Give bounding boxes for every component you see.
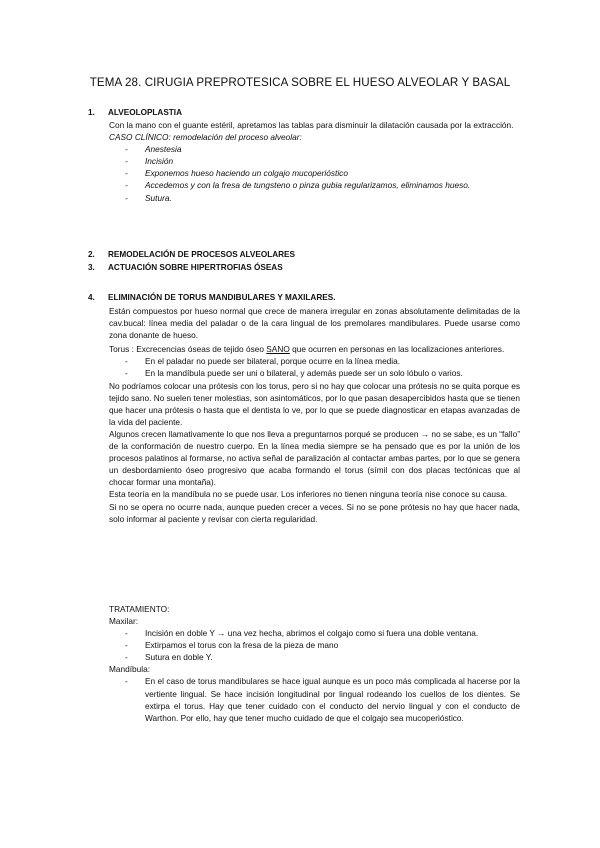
treatment-heading: TRATAMIENTO: (109, 604, 170, 614)
mandibula-label: Mandíbula: (109, 664, 151, 675)
page-title: TEMA 28. CIRUGIA PREPROTESICA SOBRE EL HUESO ALVEOLAR Y BASAL (89, 76, 511, 89)
section-1-heading (88, 107, 520, 119)
paragraph: Esta teoría en la mandíbula no se puede usar. Los inferiores no tienen ninguna teoría nise conoce su causa. (109, 489, 508, 500)
section-4-heading (88, 292, 520, 304)
paragraph: Si no se opera no ocurre nada, aunque pueden crecer a veces. Si no se pone prótesis no hay que hacer nada, solo informar al paciente y revisar con cierta regularidad. (109, 501, 520, 524)
paragraph: Con la mano con el guante estéril, apretamos las tablas para disminuir la dilatación causada por la extracción. (109, 120, 514, 130)
section-number: 2. (88, 250, 95, 259)
section-number: 1. (88, 108, 95, 117)
list-item: - En el caso de torus mandibulares se hace igual aunque es un poco más complicada al hacerse por la vertiente lingual. Se hace incisión longitudinal por lingual rodeando los cuellos de los dientes. Se extirpa el torus. Hay que tener cuidado con el conducto del nervio lingual y con el conducto de Warthon. Por ello, hay que tener mucho cuidado de que el colgajo sea mucoperióstico. (125, 676, 520, 723)
section-4-body (109, 305, 520, 525)
section-title: ELIMINACIÓN DE TORUS MANDIBULARES Y MAXILARES. (108, 293, 336, 302)
section-3-heading (88, 262, 520, 274)
section-number: 3. (88, 263, 95, 272)
section-title: REMODELACIÓN DE PROCESOS ALVEOLARES (108, 250, 295, 259)
list-item: - Incisión (125, 156, 174, 167)
section-title: ALVEOLOPLASTIA (108, 108, 182, 117)
list-item: - Extirpamos el torus con la fresa de la pieza de mano (125, 640, 339, 651)
steps-list (108, 143, 520, 203)
section-1-body (109, 119, 520, 204)
paragraph: Están compuestos por hueso normal que crece de manera irregular en zonas absolutamente delimitadas de la cav.bucal: línea media del paladar o de la cara lingual de los premolares mandibulares. Puede usarse como zona donante de hueso. (109, 306, 520, 341)
underlined-term: SANO (266, 344, 290, 355)
list-item: - Anestesia (125, 144, 182, 155)
torus-list (108, 355, 520, 379)
paragraph: No podríamos colocar una prótesis con los torus, pero si no hay que colocar una prótesis no se quita porque es tejido sano. No suelen tener molestias, son asintomáticos, por lo que pasan desapercibidos hasta que se tienen que hacer una prótesis o hasta que el dentista lo ve, por lo que se puede diagnosticar en etapas avanzadas de la vida del paciente. (109, 380, 520, 427)
treatment-section (109, 603, 520, 615)
mandibula-list (108, 675, 520, 723)
maxilar-label: Maxilar: (109, 616, 139, 626)
list-item: - Exponemos hueso haciendo un colgajo mucoperióstico (125, 168, 348, 179)
section-title: ACTUACIÓN SOBRE HIPERTROFIAS ÓSEAS (108, 263, 283, 272)
case-label: CASO CLÍNICO: remodelación del proceso alveolar: (109, 132, 302, 143)
section-2-heading (88, 249, 520, 261)
list-item: - Accedemos y con la fresa de tungsteno o pinza gubia regularizamos, eliminamos hueso. (125, 180, 471, 191)
treatment-body (109, 615, 520, 724)
paragraph: Algunos crecen llamativamente lo que nos lleva a preguntarnos porqué se producen → no se sabe, es un “fallo” de la conformación de nuestro cuerpo. En la línea media siempre se ha pensado que es por la unión de los procesos palatinos al formarse, no activa señal de paralización al contactar ambas partes, por lo que se genera un desbordamiento óseo progresivo que acaba formando el torus (símil con dos placas tectónicas que al chocar formar una montaña). (109, 428, 520, 488)
list-item: - En la mandíbula puede ser uni o bilateral, y además puede ser un solo lóbulo o varios. (125, 368, 463, 379)
paragraph: Torus : Excrecencias óseas de tejido óseo SANO que ocurren en personas en las localizaciones anteriores. (109, 344, 505, 355)
list-item: - Sutura. (125, 192, 172, 203)
list-item: - Incisión en doble Y → una vez hecha, abrimos el colgajo como si fuera una doble ventana. (125, 628, 479, 639)
list-item: - En el paladar no puede ser bilateral, porque ocurre en la línea media. (125, 356, 401, 367)
section-number: 4. (88, 293, 95, 302)
maxilar-list (108, 627, 520, 663)
list-item: - Sutura en doble Y. (125, 652, 213, 663)
